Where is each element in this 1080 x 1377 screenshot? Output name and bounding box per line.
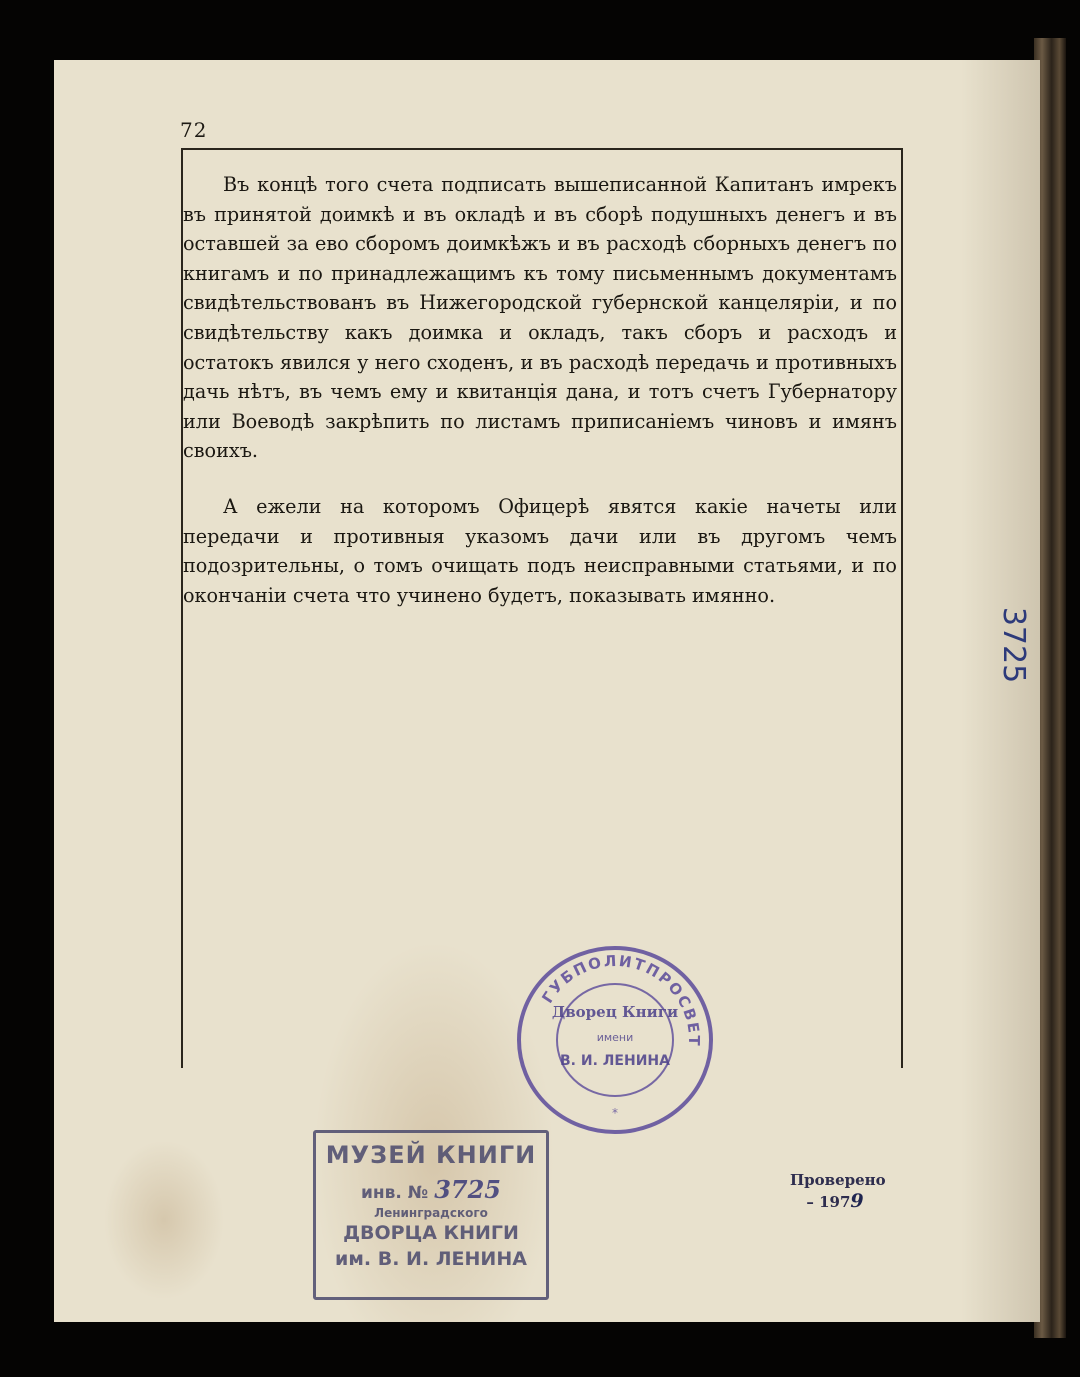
rectangular-museum-stamp (313, 1130, 549, 1300)
paragraph-2-text: А ежели на которомъ Офицерѣ явятся какiе начеты или передачи и противныя указомъ дачи или въ другомъ чемъ подозрительны, о томъ очищать подъ неисправными статьями, и по окончанiи счета что учинено будетъ, показывать имянно. (183, 494, 897, 607)
rect-stamp-line2 (316, 1175, 546, 1204)
checked-stamp-year-digit: 9 (850, 1190, 864, 1212)
paragraph-2 (183, 492, 897, 610)
round-stamp-line2: имени (596, 1031, 634, 1044)
text-body (183, 170, 897, 636)
round-stamp-graphic (516, 945, 714, 1135)
round-library-stamp (516, 945, 714, 1135)
paragraph-1 (183, 170, 897, 466)
paragraph-1-text: Въ концѣ того счета подписать вышеписанной Капитанъ имрекъ въ принятой доимкѣ и въ окладѣ и въ сборѣ подушныхъ денегъ и въ оставшей за ево сборомъ доимкѣжъ и въ расходѣ сборныхъ денегъ по книгамъ и по принадлежащимъ къ тому письменнымъ документамъ свидѣтельствованъ въ Нижегородской губернской канцелярiи, и по свидѣтельству какъ доимка и окладъ, такъ сборъ и расходъ и остатокъ явился у него сходенъ, и въ расходѣ передачь и противныхъ дачь нѣтъ, въ чемъ ему и квитанцiя дана, и тотъ счетъ Губернатору или Воеводѣ закрѣпить по листамъ приписанiемъ чиновъ и имянъ своихъ. (183, 173, 897, 463)
rect-stamp-inv-label: инв. № (361, 1183, 429, 1203)
rect-stamp-line5: им. В. И. ЛЕНИНА (335, 1248, 527, 1270)
margin-note-handwritten: 3725 (996, 606, 1031, 684)
round-stamp-ring-text: ГУБПОЛИТПРОСВЕТ (538, 951, 704, 1048)
svg-text:*: * (612, 1106, 618, 1120)
checked-stamp (790, 1170, 886, 1213)
rect-stamp-inv-number: 3725 (434, 1175, 501, 1204)
rect-stamp-line1: МУЗЕЙ КНИГИ (325, 1141, 537, 1169)
checked-stamp-year: – 1979 (806, 1190, 864, 1212)
round-stamp-line3: В. И. ЛЕНИНА (560, 1053, 670, 1069)
rect-stamp-line4: ДВОРЦА КНИГИ (343, 1222, 519, 1244)
round-stamp-line1: Дворец Книги (551, 1003, 679, 1021)
rect-stamp-line3: Ленинградского (374, 1206, 488, 1220)
checked-stamp-label: Проверено (790, 1171, 886, 1189)
page-number: 72 (180, 118, 208, 142)
checked-stamp-year-prefix: 197 (819, 1193, 851, 1211)
